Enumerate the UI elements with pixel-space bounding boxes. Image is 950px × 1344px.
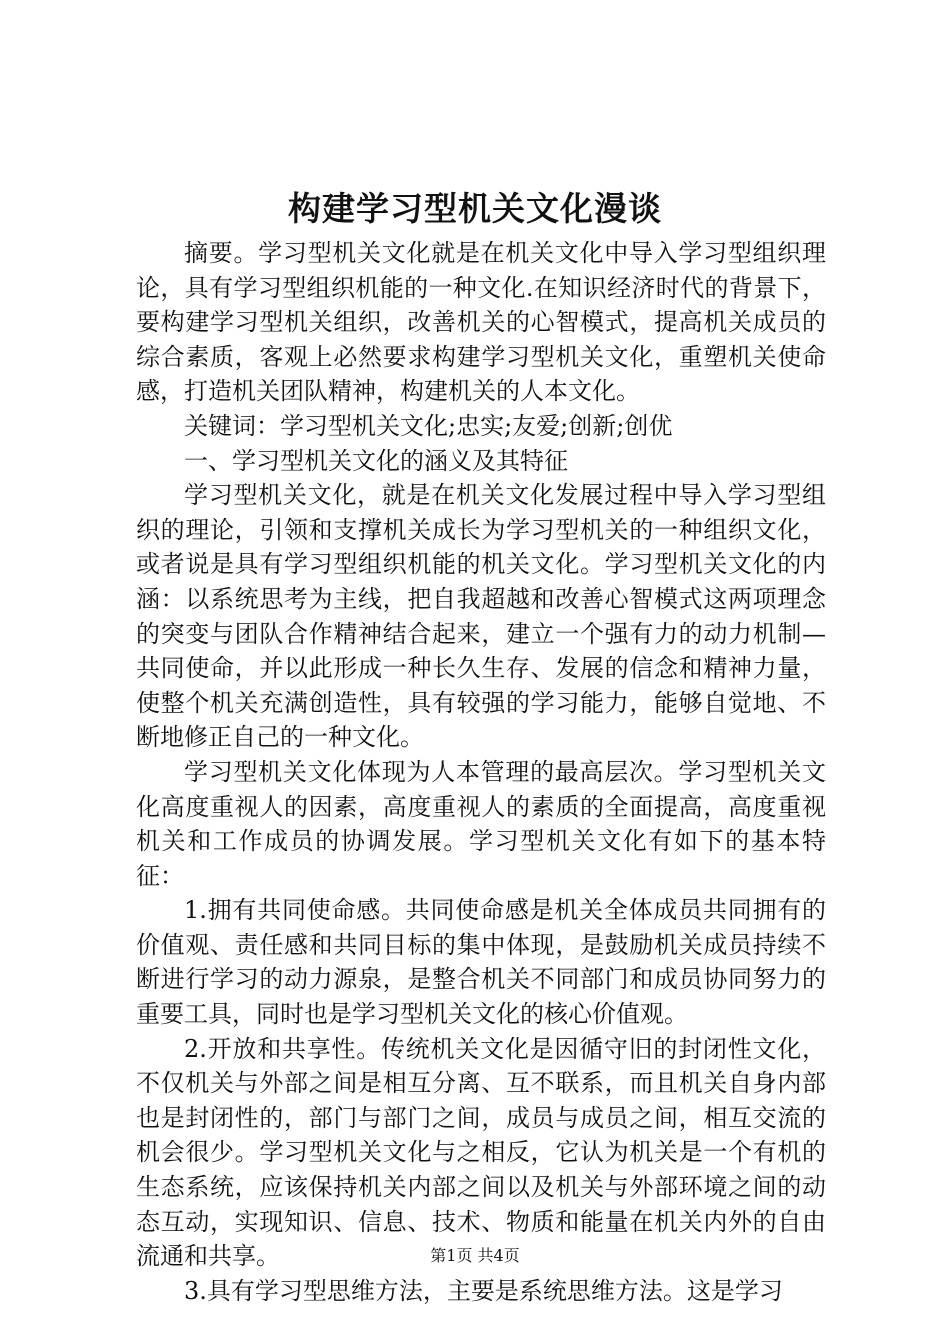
section-heading: 一、学习型机关文化的涵义及其特征 [184, 446, 568, 475]
document-body [136, 236, 826, 1308]
document-title: 构建学习型机关文化漫谈 [288, 189, 662, 228]
feature-paragraph-1: 1.拥有共同使命感。共同使命感是机关全体成员共同拥有的价值观、责任感和共同目标的集中体现，是鼓励机关成员持续不断进行学习的动力源泉，是整合机关不同部门和成员协同努力的重要工具，同时也是学习型机关文化的核心价值观。 [136, 896, 826, 1029]
body-paragraph: 学习型机关文化，就是在机关文化发展过程中导入学习型组织的理论，引领和支撑机关成长为学习型机关的一种组织文化，或者说是具有学习型组织机能的机关文化。学习型机关文化的内涵：以系统思考为主线，把自我超越和改善心智模式这两项理念的突变与团队合作精神结合起来，建立一个强有力的动力机制—共同使命，并以此形成一种长久生存、发展的信念和精神力量，使整个机关充满创造性，具有较强的学习能力，能够自觉地、不断地修正自己的一种文化。 [136, 481, 826, 752]
abstract-paragraph: 摘要。学习型机关文化就是在机关文化中导入学习型组织理论，具有学习型组织机能的一种文化.在知识经济时代的背景下，要构建学习型机关组织，改善机关的心智模式，提高机关成员的综合素质，客观上必然要求构建学习型机关文化，重塑机关使命感，打造机关团队精神，构建机关的人本文化。 [136, 239, 826, 406]
feature-paragraph-3: 3.具有学习型思维方法，主要是系统思维方法。这是学习 [184, 1276, 783, 1305]
page-number-footer: 第1页 共4页 [430, 1246, 520, 1265]
feature-paragraph-2: 2.开放和共享性。传统机关文化是因循守旧的封闭性文化，不仅机关与外部之间是相互分离、互不联系，而且机关自身内部也是封闭性的，部门与部门之间，成员与成员之间，相互交流的机会很少。学习型机关文化与之相反，它认为机关是一个有机的生态系统，应该保持机关内部之间以及机关与外部环境之间的动态互动，实现知识、信息、技术、物质和能量在机关内外的自由流通和共享。 [136, 1034, 826, 1271]
body-paragraph: 学习型机关文化体现为人本管理的最高层次。学习型机关文化高度重视人的因素，高度重视人的素质的全面提高，高度重视机关和工作成员的协调发展。学习型机关文化有如下的基本特征： [136, 757, 826, 890]
keywords-paragraph: 关键词：学习型机关文化;忠实;友爱;创新;创优 [184, 411, 673, 440]
